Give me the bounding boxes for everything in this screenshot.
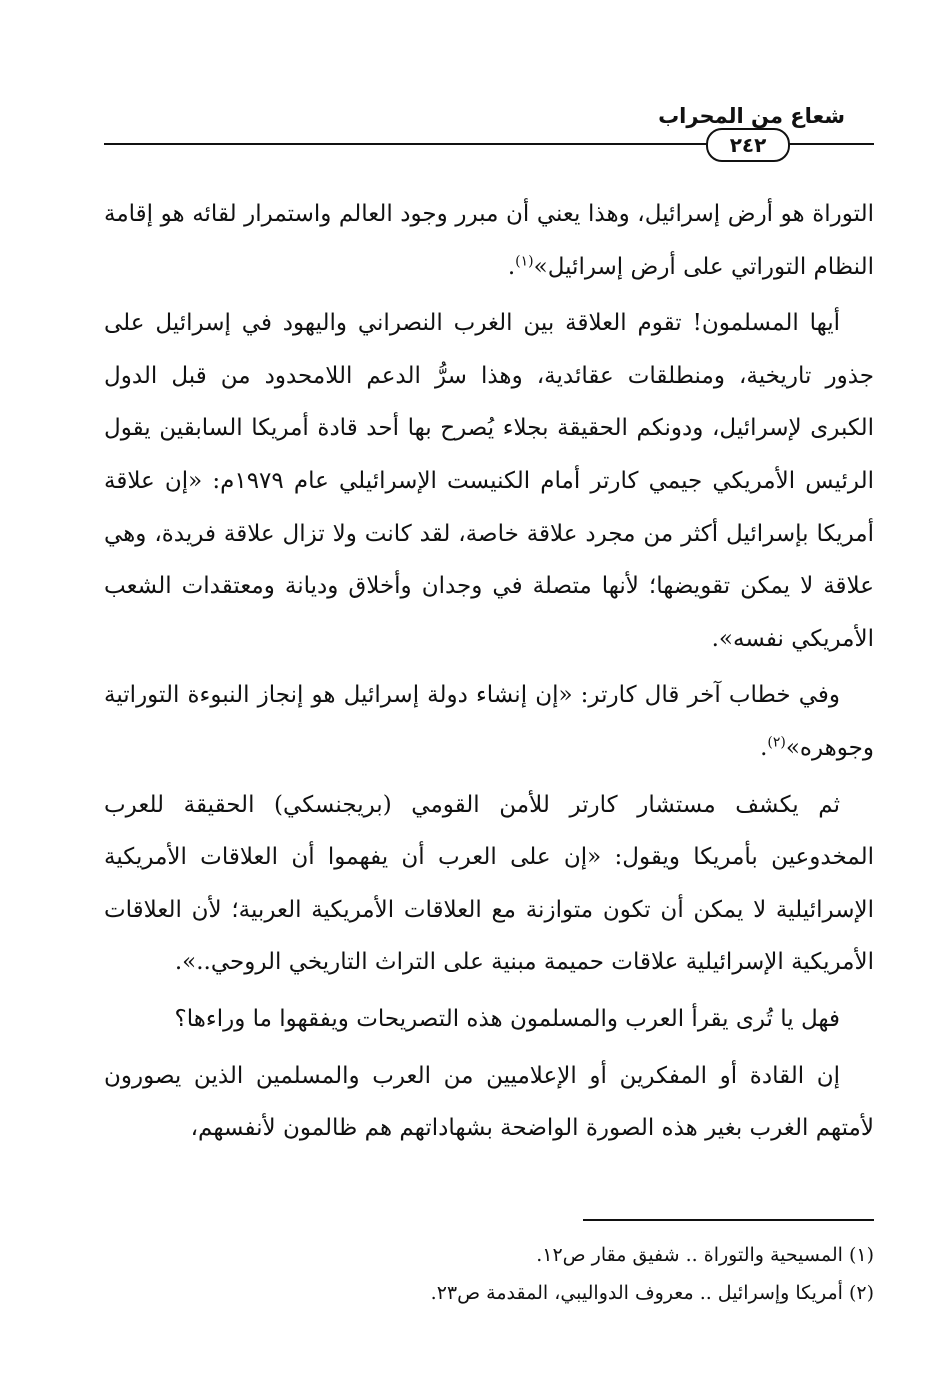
paragraph xyxy=(104,1050,874,1155)
paragraph xyxy=(104,669,874,774)
paragraph xyxy=(104,993,874,1046)
body-text xyxy=(104,188,874,1155)
paragraph-text: وفي خطاب آخر قال كارتر: «إن إنشاء دولة إسرائيل هو إنجاز النبوءة التوراتية وجوهره» xyxy=(104,682,874,761)
footnote-ref: (١) xyxy=(515,252,534,269)
footnote-ref: (٢) xyxy=(767,734,786,751)
paragraph-text: أيها المسلمون! تقوم العلاقة بين الغرب النصراني واليهود في إسرائيل على جذور تاريخية، ومنطلقات عقائدية، وهذا سرُّ الدعم اللامحدود من قبل الدول الكبرى لإسرائيل، ودونكم الحقيقة بجلاء يُصرح بها أحد قادة أمريكا السابقين يقول الرئيس الأمريكي جيمي كارتر أمام الكنيست الإسرائيلي عام ١٩٧٩م: «إن علاقة أمريكا بإسرائيل أكثر من مجرد علاقة خاصة، لقد كانت ولا تزال علاقة فريدة، وهي علاقة لا يمكن تقويضها؛ لأنها متصلة في وجدان وأخلاق وديانة ومعتقدات الشعب الأمريكي نفسه». xyxy=(104,310,874,652)
paragraph xyxy=(104,779,874,989)
page-number: ٢٤٢ xyxy=(706,128,790,162)
footnote: (٢) أمريكا وإسرائيل .. معروف الدواليبي، المقدمة ص٢٣. xyxy=(430,1282,874,1304)
running-header-title: شعاع من المحراب xyxy=(658,104,845,128)
footnote: (١) المسيحية والتوراة .. شفيق مقار ص١٢. xyxy=(536,1244,874,1266)
paragraph-tail: . xyxy=(760,734,768,761)
paragraph xyxy=(104,297,874,665)
footnotes xyxy=(104,1236,874,1312)
paragraph-text: ثم يكشف مستشار كارتر للأمن القومي (بريجنسكي) الحقيقة للعرب المخدوعين بأمريكا ويقول: «إن على العرب أن يفهموا أن العلاقات الأمريكية الإسرائيلية لا يمكن أن تكون متوازنة مع العلاقات الأمريكية العربية؛ لأن العلاقات الأمريكية الإسرائيلية علاقات حميمة مبنية على التراث التاريخي الروحي..». xyxy=(104,791,874,976)
paragraph xyxy=(104,188,874,293)
paragraph-text: إن القادة أو المفكرين أو الإعلاميين من العرب والمسلمين الذين يصورون لأمتهم الغرب بغير هذه الصورة الواضحة بشهاداتهم هم ظالمون لأنفسهم، xyxy=(104,1062,874,1142)
footnote-separator xyxy=(583,1219,874,1221)
paragraph-text: فهل يا تُرى يقرأ العرب والمسلمون هذه التصريحات ويفقهوا ما وراءها؟ xyxy=(174,1005,840,1032)
paragraph-tail: . xyxy=(507,253,516,280)
paragraph-text: التوراة هو أرض إسرائيل، وهذا يعني أن مبرر وجود العالم واستمرار لقائه هو إقامة النظام التوراتي على أرض إسرائيل» xyxy=(104,201,874,280)
